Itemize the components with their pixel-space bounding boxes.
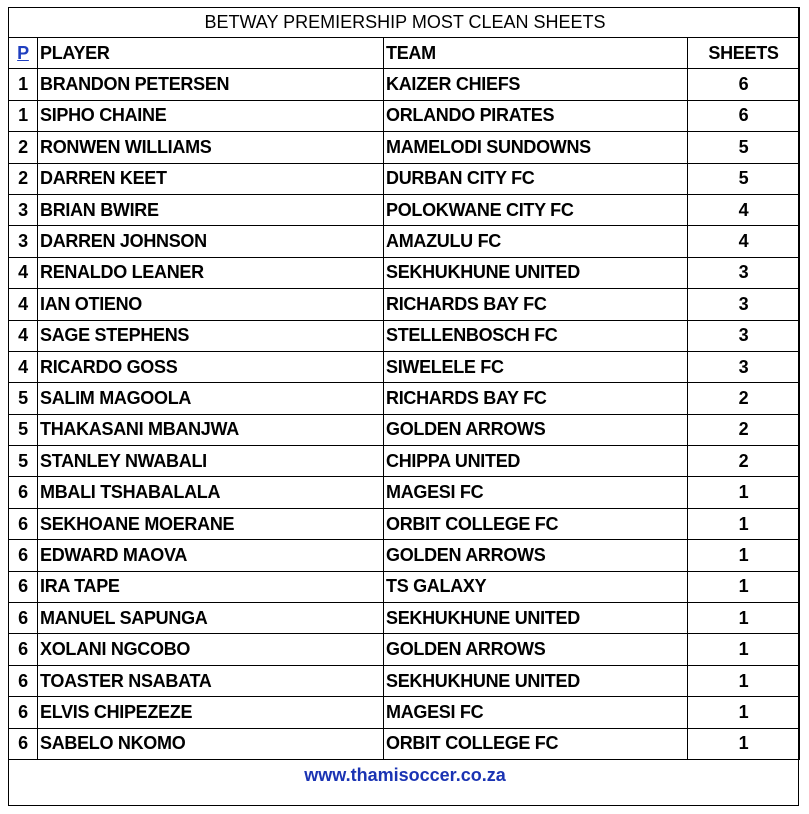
player-cell: RONWEN WILLIAMS	[38, 132, 384, 163]
table-row	[9, 477, 800, 508]
table-row	[9, 665, 800, 696]
player-cell: DARREN KEET	[38, 163, 384, 194]
player-cell: ELVIS CHIPEZEZE	[38, 697, 384, 728]
table-row	[9, 634, 800, 665]
player-cell: BRIAN BWIRE	[38, 194, 384, 225]
table-row	[9, 194, 800, 225]
player-cell: SALIM MAGOOLA	[38, 383, 384, 414]
team-cell: ORBIT COLLEGE FC	[384, 728, 688, 759]
sheets-cell: 1	[688, 728, 800, 759]
table-row	[9, 257, 800, 288]
player-cell: XOLANI NGCOBO	[38, 634, 384, 665]
position-sort-link[interactable]: P	[17, 42, 29, 63]
sheets-cell: 1	[688, 634, 800, 665]
team-cell: MAMELODI SUNDOWNS	[384, 132, 688, 163]
table-row	[9, 69, 800, 100]
sheets-cell: 6	[688, 69, 800, 100]
player-cell: MBALI TSHABALALA	[38, 477, 384, 508]
position-cell: 1	[9, 100, 38, 131]
team-cell: GOLDEN ARROWS	[384, 634, 688, 665]
player-cell: THAKASANI MBANJWA	[38, 414, 384, 445]
table-row	[9, 163, 800, 194]
position-cell: 6	[9, 603, 38, 634]
sheets-cell: 5	[688, 132, 800, 163]
team-cell: GOLDEN ARROWS	[384, 540, 688, 571]
table-row	[9, 697, 800, 728]
position-cell: 1	[9, 69, 38, 100]
position-cell: 6	[9, 540, 38, 571]
position-cell: 2	[9, 132, 38, 163]
team-cell: GOLDEN ARROWS	[384, 414, 688, 445]
position-cell: 3	[9, 194, 38, 225]
sheets-cell: 3	[688, 351, 800, 382]
player-cell: RICARDO GOSS	[38, 351, 384, 382]
sheets-cell: 1	[688, 603, 800, 634]
table-title: BETWAY PREMIERSHIP MOST CLEAN SHEETS	[9, 8, 800, 38]
clean-sheets-table	[8, 7, 800, 790]
team-cell: MAGESI FC	[384, 697, 688, 728]
table-row	[9, 540, 800, 571]
player-cell: SEKHOANE MOERANE	[38, 508, 384, 539]
sheets-cell: 1	[688, 540, 800, 571]
header-team: TEAM	[384, 38, 688, 69]
team-cell: RICHARDS BAY FC	[384, 383, 688, 414]
table-row	[9, 320, 800, 351]
table-row	[9, 508, 800, 539]
sheets-cell: 5	[688, 163, 800, 194]
team-cell: AMAZULU FC	[384, 226, 688, 257]
table-row	[9, 446, 800, 477]
team-cell: TS GALAXY	[384, 571, 688, 602]
team-cell: ORLANDO PIRATES	[384, 100, 688, 131]
header-row	[9, 38, 800, 69]
team-cell: RICHARDS BAY FC	[384, 289, 688, 320]
team-cell: KAIZER CHIEFS	[384, 69, 688, 100]
sheets-cell: 3	[688, 257, 800, 288]
position-cell: 4	[9, 257, 38, 288]
team-cell: POLOKWANE CITY FC	[384, 194, 688, 225]
player-cell: MANUEL SAPUNGA	[38, 603, 384, 634]
position-cell: 4	[9, 351, 38, 382]
position-cell: 5	[9, 414, 38, 445]
sheets-cell: 1	[688, 508, 800, 539]
team-cell: DURBAN CITY FC	[384, 163, 688, 194]
position-cell: 6	[9, 508, 38, 539]
table-row	[9, 728, 800, 759]
player-cell: IRA TAPE	[38, 571, 384, 602]
table-row	[9, 132, 800, 163]
sheets-cell: 6	[688, 100, 800, 131]
position-cell: 3	[9, 226, 38, 257]
player-cell: IAN OTIENO	[38, 289, 384, 320]
player-cell: DARREN JOHNSON	[38, 226, 384, 257]
table-row	[9, 571, 800, 602]
sheets-cell: 2	[688, 446, 800, 477]
team-cell: ORBIT COLLEGE FC	[384, 508, 688, 539]
player-cell: SABELO NKOMO	[38, 728, 384, 759]
team-cell: SIWELELE FC	[384, 351, 688, 382]
sheets-cell: 4	[688, 194, 800, 225]
table-row	[9, 383, 800, 414]
team-cell: MAGESI FC	[384, 477, 688, 508]
player-cell: EDWARD MAOVA	[38, 540, 384, 571]
team-cell: STELLENBOSCH FC	[384, 320, 688, 351]
position-cell: 4	[9, 289, 38, 320]
website-footer[interactable]: www.thamisoccer.co.za	[304, 764, 506, 785]
sheets-cell: 2	[688, 414, 800, 445]
team-cell: SEKHUKHUNE UNITED	[384, 665, 688, 696]
sheets-cell: 1	[688, 665, 800, 696]
team-cell: SEKHUKHUNE UNITED	[384, 603, 688, 634]
player-cell: SIPHO CHAINE	[38, 100, 384, 131]
sheets-cell: 1	[688, 477, 800, 508]
header-sheets: SHEETS	[688, 38, 800, 69]
sheets-cell: 2	[688, 383, 800, 414]
table-row	[9, 100, 800, 131]
position-cell: 6	[9, 634, 38, 665]
position-cell: 5	[9, 383, 38, 414]
player-cell: BRANDON PETERSEN	[38, 69, 384, 100]
sheets-cell: 1	[688, 571, 800, 602]
sheets-cell: 3	[688, 320, 800, 351]
sheets-cell: 1	[688, 697, 800, 728]
sheets-cell: 3	[688, 289, 800, 320]
position-cell: 6	[9, 477, 38, 508]
position-cell: 6	[9, 697, 38, 728]
table-row	[9, 226, 800, 257]
position-cell: 4	[9, 320, 38, 351]
sheets-cell: 4	[688, 226, 800, 257]
position-cell: 6	[9, 571, 38, 602]
player-cell: TOASTER NSABATA	[38, 665, 384, 696]
table-row	[9, 414, 800, 445]
table-row	[9, 289, 800, 320]
position-cell: 6	[9, 665, 38, 696]
position-cell: 2	[9, 163, 38, 194]
header-position[interactable]	[9, 38, 38, 69]
position-cell: 5	[9, 446, 38, 477]
position-cell: 6	[9, 728, 38, 759]
clean-sheets-table-frame	[8, 7, 799, 806]
team-cell: CHIPPA UNITED	[384, 446, 688, 477]
table-row	[9, 603, 800, 634]
player-cell: SAGE STEPHENS	[38, 320, 384, 351]
player-cell: RENALDO LEANER	[38, 257, 384, 288]
table-row	[9, 351, 800, 382]
team-cell: SEKHUKHUNE UNITED	[384, 257, 688, 288]
player-cell: STANLEY NWABALI	[38, 446, 384, 477]
header-player: PLAYER	[38, 38, 384, 69]
